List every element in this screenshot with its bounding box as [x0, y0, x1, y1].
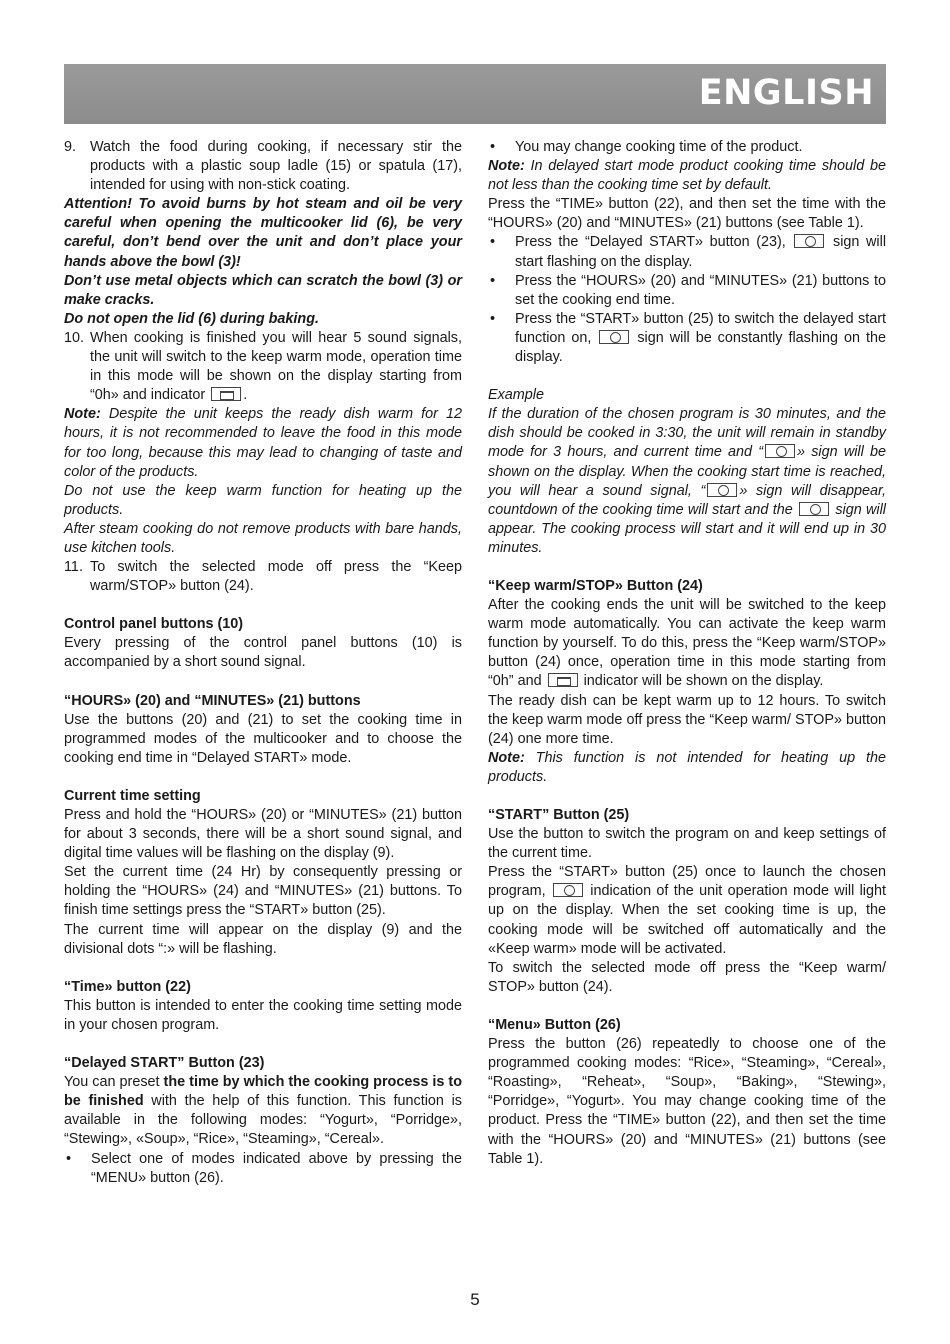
item-text: [90, 329, 462, 405]
clock-icon: [599, 330, 629, 344]
paragraph: Every pressing of the control panel buttons (10) is accompanied by a short sound signal.: [64, 635, 462, 671]
text-part: with the help of this function. This function is available in the following modes: “Yogurt», “Porridge», “Stewing», «Soup», “Rice», “Steaming», “Cereal».: [64, 1093, 462, 1148]
text-part: » sign will disappear, countdown of the cooking time will start and the: [488, 482, 886, 518]
bullet-text: Select one of modes indicated above by pressing the “MENU» button (26).: [91, 1150, 462, 1186]
text-part: indicator will be shown on the display.: [583, 673, 824, 690]
bullet-text: [515, 233, 886, 271]
example-text: [488, 405, 886, 558]
text-part: If the duration of the chosen program is 30 minutes, and the dish should be cooked in 3:30, the unit will remain in standby mode for 3 hours, and current time and “: [488, 406, 886, 461]
section-heading: Control panel buttons (10): [64, 616, 244, 633]
language-banner: [64, 64, 886, 124]
item-text-part: .: [243, 387, 248, 404]
paragraph: Press the “TIME» button (22), and then set the time with the “HOURS» (20) and “MINUTES» (21) buttons (see Table 1).: [488, 196, 886, 232]
paragraph: [488, 863, 886, 958]
paragraph: To switch the selected mode off press the “Keep warm/ STOP» button (24).: [488, 959, 886, 995]
left-column: [64, 138, 462, 1188]
clock-icon: [794, 234, 824, 248]
list-item-11: [64, 558, 462, 596]
attention-text: Don’t use metal objects which can scratch the bowl (3) or make cracks.: [64, 272, 462, 308]
bullet-mark: •: [490, 234, 496, 251]
text-part: You can preset: [64, 1074, 164, 1091]
text-part: Press the “START» button (25) to switch the delayed start function on,: [515, 310, 886, 346]
section-heading: Current time setting: [64, 787, 201, 804]
section-heading: “HOURS» (20) and “MINUTES» (21) buttons: [64, 692, 361, 709]
bullet-mark: •: [490, 272, 496, 289]
paragraph: [64, 1073, 462, 1149]
item-number: 10.: [64, 329, 85, 346]
note-paragraph: [64, 405, 462, 481]
paragraph: Press and hold the “HOURS» (20) or “MINUTES» (21) button for about 3 seconds, there will be a short sound signal, and digital time values will be flashing on the display (9).: [64, 807, 462, 862]
note-paragraph: After steam cooking do not remove products with bare hands, use kitchen tools.: [64, 520, 462, 556]
paragraph: This button is intended to enter the cooking time setting mode in your chosen program.: [64, 997, 462, 1033]
section-heading: “Menu» Button (26): [488, 1016, 621, 1033]
bullet-mark: •: [490, 139, 496, 155]
note-text: In delayed start mode product cooking time should be not less than the cooking time set by default.: [488, 158, 886, 194]
note-text: Despite the unit keeps the ready dish warm for 12 hours, it is not recommended to leave the food in this mode for too long, because this may lead to changing of taste and color of the products.: [64, 406, 462, 480]
banner-title: ENGLISH: [698, 73, 874, 113]
paragraph: The current time will appear on the display (9) and the divisional dots “:» will be flashing.: [64, 921, 462, 957]
section-heading: “Delayed START” Button (23): [64, 1055, 265, 1072]
keep-warm-icon: [548, 673, 578, 687]
item-text: Watch the food during cooking, if necessary stir the products with a plastic soup ladle (15) or spatula (17), intended for using with non-stick coating.: [90, 139, 462, 194]
text-part: indication of the unit operation mode will light up on the display. When the set cooking time is up, the cooking mode will be switched off automatically and the «Keep warm» mode will be activated.: [488, 883, 887, 957]
note-paragraph: [488, 749, 886, 787]
page-number: 5: [470, 1290, 480, 1309]
paragraph: Set the current time (24 Hr) by consequently pressing or holding the “HOURS» (24) and “MINUTES» (21) buttons. To finish time settings press the “START» button (25).: [64, 864, 462, 919]
text-part: Press the “Delayed START» button (23),: [515, 234, 786, 251]
note-paragraph: [488, 157, 886, 195]
item-text-part: When cooking is finished you will hear 5 sound signals, the unit will switch to the keep warm mode, operation time in this mode will be shown on the display starting from “0h» and indicator: [90, 329, 462, 404]
text-part: Press the “START» button (25) once to launch the chosen program,: [488, 864, 886, 900]
item-number: 9.: [64, 139, 77, 155]
bullet-mark: •: [490, 310, 496, 327]
note-label: Note:: [488, 749, 525, 766]
bullet-item: [488, 138, 886, 157]
text-part: After the cooking ends the unit will be switched to the keep warm mode automatically. You can activate the keep warm function by yourself. To do this, press the “Keep warm/STOP» button (24) once, operation time in this mode starting from “0h” and: [488, 597, 886, 690]
attention-text: Do not open the lid (6) during baking.: [64, 310, 320, 327]
text-part: sign will start flashing on the display.: [515, 234, 887, 270]
emphasis-text: the time by which the cooking process is to be finished: [64, 1074, 462, 1110]
mode-icon: [799, 502, 829, 516]
item-number: 11.: [64, 559, 83, 576]
clock-icon: [707, 483, 737, 497]
note-label: Note:: [64, 406, 101, 423]
bullet-item: [488, 272, 886, 310]
bullet-text: You may change cooking time of the product.: [515, 139, 803, 155]
text-part: sign will appear. The cooking process will start and it will end up in 30 minutes.: [488, 501, 887, 556]
bullet-text: [515, 310, 886, 367]
list-item-10: [64, 329, 462, 405]
bullet-item: [488, 310, 886, 367]
bullet-text: Press the “HOURS» (20) and “MINUTES» (21) buttons to set the cooking end time.: [515, 272, 886, 308]
paragraph: Use the button to switch the program on and keep settings of the current time.: [488, 826, 886, 862]
note-text: This function is not intended for heating up the products.: [488, 749, 886, 785]
text-part: sign will be constantly flashing on the display.: [515, 329, 887, 366]
keep-warm-icon: [211, 387, 241, 401]
bullet-mark: •: [66, 1150, 72, 1167]
note-paragraph: Do not use the keep warm function for heating up the products.: [64, 482, 462, 518]
example-label: Example: [488, 387, 544, 404]
paragraph: The ready dish can be kept warm up to 12 hours. To switch the keep warm mode off press the “Keep warm/ STOP» button (24) one more time.: [488, 692, 886, 747]
section-heading: “Time» button (22): [64, 978, 191, 995]
bullet-item: [64, 1150, 462, 1188]
right-column: [488, 138, 886, 1169]
list-item-9: [64, 138, 462, 195]
section-heading: “Keep warm/STOP» Button (24): [488, 577, 703, 594]
bullet-item: [488, 233, 886, 271]
mode-icon: [553, 883, 583, 897]
section-heading: “START” Button (25): [488, 807, 630, 823]
note-label: Note:: [488, 158, 525, 175]
paragraph: Use the buttons (20) and (21) to set the cooking time in programmed modes of the multicooker and to choose the cooking end time in “Delayed START» mode.: [64, 711, 462, 766]
paragraph: [488, 596, 886, 691]
item-text: To switch the selected mode off press the “Keep warm/STOP» button (24).: [90, 559, 462, 595]
clock-icon: [765, 444, 795, 458]
text-part: » sign will be shown on the display. When the cooking start time is reached, you will hear a sound signal, “: [488, 444, 886, 499]
paragraph: Press the button (26) repeatedly to choose one of the programmed cooking modes: “Rice», “Steaming», “Cereal», “Roasting», “Reheat», “Soup», “Baking», “Stewing», “Porridge», “Yogurt». You may change cooking time of the product. Press the “TIME» button (22), and then set the time with the “HOURS» (20) and “MINUTES» (21) buttons (see Table 1).: [488, 1036, 886, 1167]
attention-text: Attention! To avoid burns by hot steam and oil be very careful when opening the multicooker lid (6), be very careful, don’t bend over the unit and don’t place your hands above the bowl (3)!: [64, 196, 462, 270]
